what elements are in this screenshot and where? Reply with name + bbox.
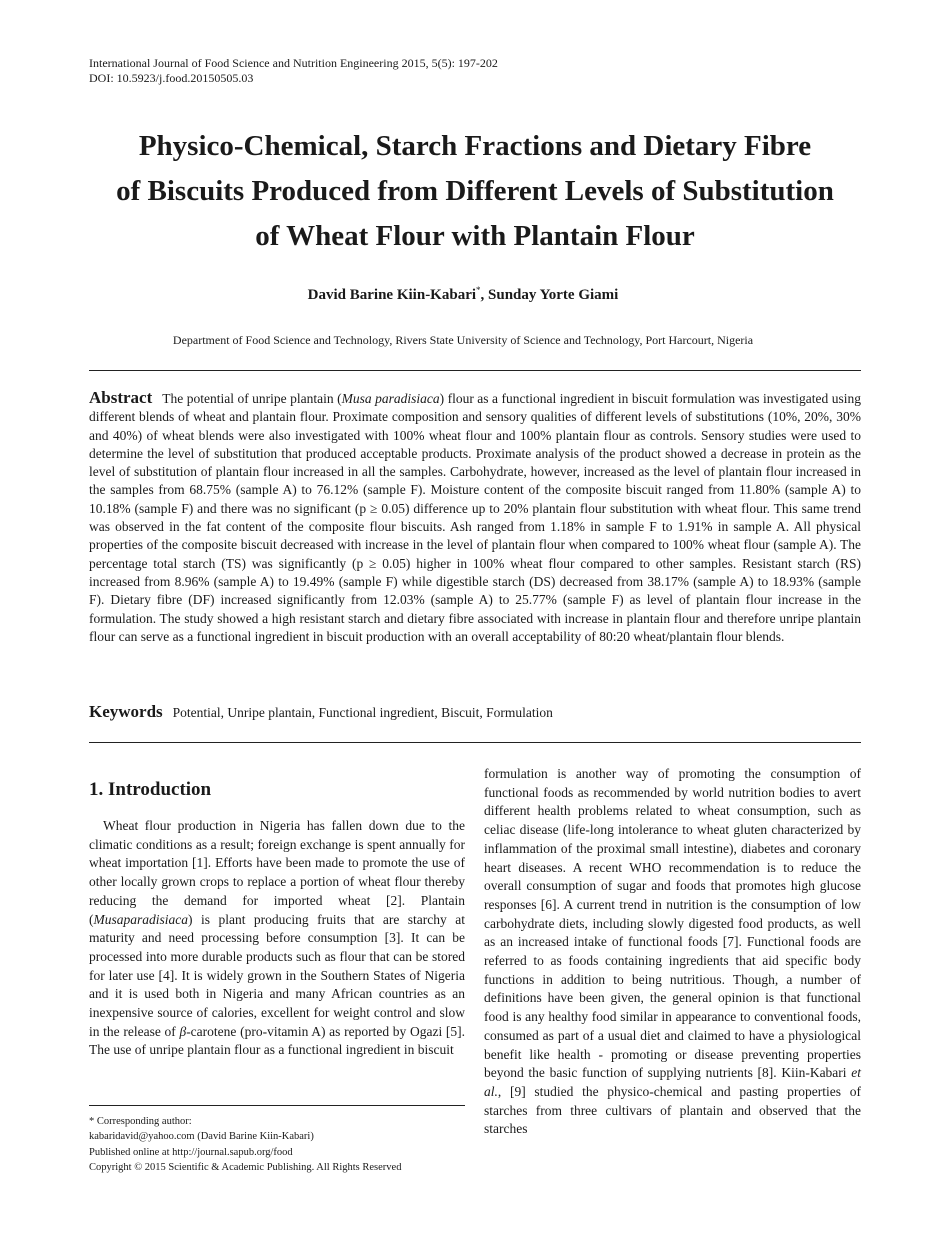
et-al: et al. [484, 1065, 861, 1099]
species-name: Musa paradisiaca [341, 391, 440, 406]
divider [89, 370, 861, 371]
section-heading: 1. Introduction [89, 779, 212, 800]
abstract-text: ) flour as a functional ingredient in biscuit formulation was investigated using different blends of wheat and plantain flour. Proximate composition and sensory qualities of different levels of substitutions (10%, 20%, 30% and 40%) of wheat blends were also investigated with 100% wheat flour and 100% plantain flour as controls. Sensory studies were used to determine the level of substitution that produced acceptable products. Proximate analysis of the product showed a decrease in protein as the level of substitution of plantain flour increased in all the samples. Carbohydrate, however, increased as the level of plantain flour increased in the samples from 68.75% (sample A) to 76.12% (sample F). Moisture content of the composite biscuit ranged from 11.80% (sample A) to 10.18% (sample F) and there was no significant (p ≥ 0.05) difference up to 20% plantain flour substitution with wheat flour. This same trend was observed in the fat content of the composite flour biscuits. Ash ranged from 1.18% in sample F to 1.91% in sample A. All physical properties of the composite biscuit decreased with increase in the level of plantain flour when compared to 100% wheat flour (sample A). The percentage total starch (TS) was significantly (p ≥ 0.05) higher in 100% wheat flour compared to other samples. Resistant starch (RS) increased from 8.96% (sample A) to 19.49% (sample F) while digestible starch (DS) decreased from 38.17% (sample A) to 18.93% (sample F). Dietary fibre (DF) increased significantly from 12.03% (sample A) to 25.77% (sample F) as level of plantain flour increase in the formulation. The study showed a high resistant starch and dietary fibre associated with increase in plantain flour and therefore unripe plantain flour can serve as a functional ingredient in biscuit production with an overall acceptability of 80:20 wheat/plantain flour blends. [89, 391, 862, 644]
author-separator: , [480, 287, 489, 303]
body-text: Wheat flour production in Nigeria has fallen down due to the climatic conditions as a result; foreign exchange is spent annually for wheat importation [1]. Efforts have been made to promote the use of other locally grown crops to replace a portion of wheat flour thereby reducing the demand for imported wheat [2]. Plantain ( [89, 818, 465, 927]
author-list [0, 285, 926, 304]
keywords-label: Keywords [89, 702, 163, 721]
body-text: formulation is another way of promoting the consumption of functional foods as recommended by world nutrition bodies to avert different health problems related to wheat consumption, such as celiac disease (life-long intolerance to wheat gluten characterized by inflammation of the proximal small intestine), diabetes and coronary heart diseases. A recent WHO recommendation is to reduce the overall consumption of sugar and foods that promotes high glucose responses [6]. A current trend in nutrition is the consumption of low carbohydrate diets, including slowly digested food products, as well as an increased intake of functional foods [7]. Functional foods are referred to as foods containing ingredients that aid specific body functions in addition to being nutritious. Though, a number of definitions have been given, the general opinion is that functional food is any healthy food similar in appearance to conventional foods, consumed as part of a usual diet and claimed to have a physiological benefit like health - promoting or disease preventing properties beyond the basic function of supplying nutrients [8]. Kiin-Kabari [484, 766, 861, 1081]
right-column [484, 765, 861, 1139]
author-name: David Barine Kiin-Kabari [307, 287, 477, 303]
copyright: Copyright © 2015 Scientific & Academic Publishing. All Rights Reserved [89, 1161, 402, 1173]
keywords [89, 702, 553, 722]
keywords-text: Potential, Unripe plantain, Functional ingredient, Biscuit, Formulation [172, 705, 553, 720]
doi: DOI: 10.5923/j.food.20150505.03 [89, 71, 254, 85]
journal-citation: International Journal of Food Science and Nutrition Engineering 2015, 5(5): 197-202 [89, 56, 498, 70]
title-line-2: of Biscuits Produced from Different Levels of Substitution [116, 175, 834, 207]
body-paragraph [484, 765, 861, 1139]
journal-header [89, 56, 498, 86]
abstract-text: The potential of unripe plantain ( [162, 391, 342, 406]
left-column [89, 817, 465, 1060]
footnote-line: * Corresponding author: [89, 1116, 192, 1127]
body-text: -carotene (pro-vitamin A) as reported by Ogazi [5]. The use of unripe plantain flour as a functional ingredient in biscuit [89, 1023, 465, 1058]
abstract-label: Abstract [89, 388, 153, 407]
body-text: , [9] studied the physico-chemical and pasting properties of starches from three cultivars of plantain and observed that the starches [484, 1083, 861, 1137]
title-line-1: Physico-Chemical, Starch Fractions and Dietary Fibre [138, 130, 812, 162]
title-line-3: of Wheat Flour with Plantain Flour [255, 220, 695, 252]
footnote [89, 1114, 401, 1175]
species-name: Musaparadisiaca [93, 911, 188, 927]
paper-title [60, 124, 890, 259]
corresponding-mark: * [476, 285, 481, 295]
body-paragraph [89, 817, 465, 1060]
footnote-divider [89, 1105, 465, 1106]
beta-symbol: β [179, 1023, 187, 1039]
divider [89, 742, 861, 743]
abstract [89, 389, 861, 646]
author-name: Sunday Yorte Giami [488, 287, 619, 303]
publication-url[interactable]: Published online at http://journal.sapub.org/food [89, 1146, 293, 1158]
affiliation: Department of Food Science and Technology, Rivers State University of Science and Technology, Port Harcourt, Nigeria [172, 333, 754, 347]
body-text: ) is plant producing fruits that are starchy at maturity and need processing before consumption [3]. It can be processed into more durable products such as flour that can be stored for later use [4]. It is widely grown in the Southern States of Nigeria and it is used both in Nigeria and many African countries as an inexpensive source of calories, excellent for weight control and slow in the release of [89, 911, 465, 1039]
author-email[interactable]: kabaridavid@yahoo.com (David Barine Kiin-Kabari) [89, 1131, 314, 1143]
